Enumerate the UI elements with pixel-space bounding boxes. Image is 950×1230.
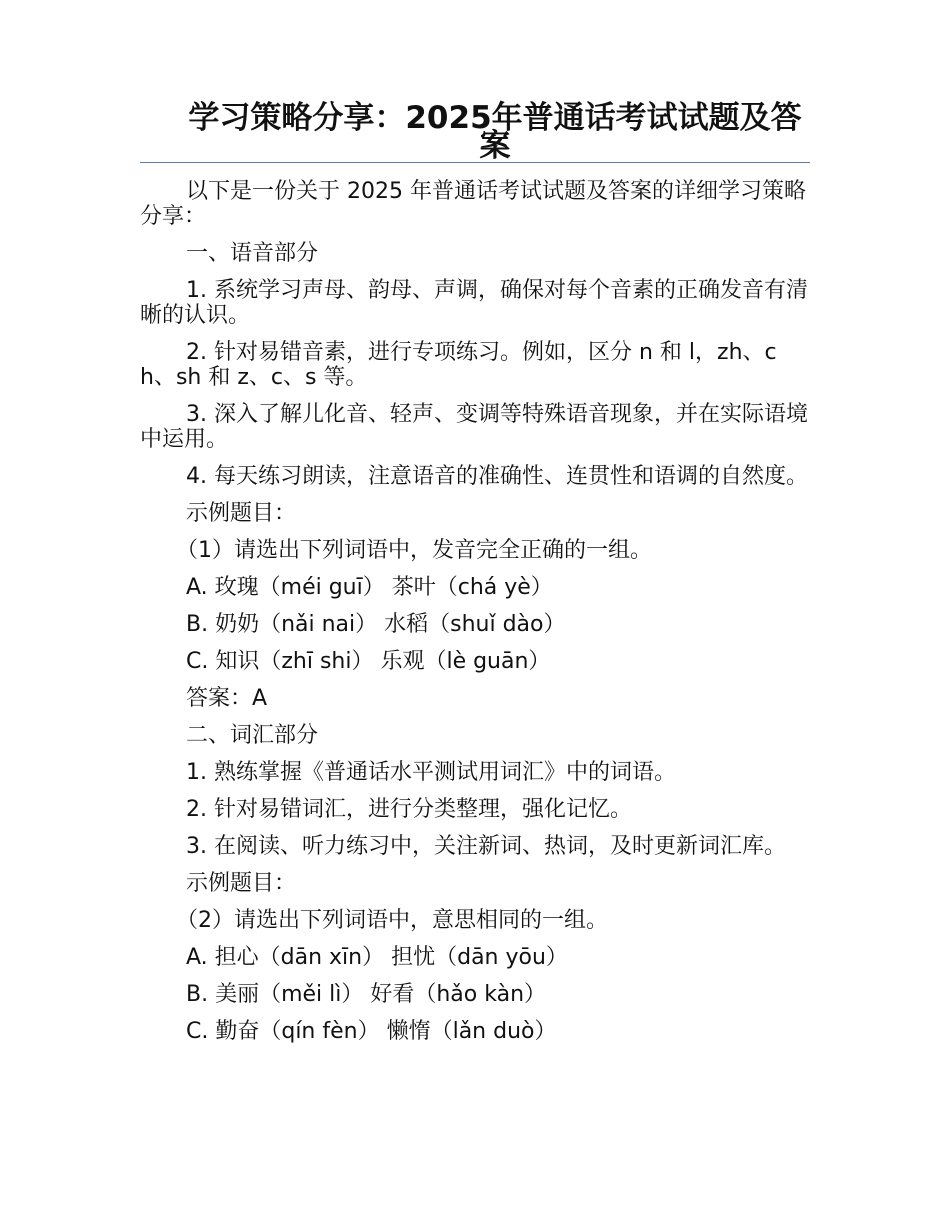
question-1-answer: 答案：A xyxy=(186,686,268,711)
title-underline xyxy=(140,162,810,163)
intro-paragraph: 以下是一份关于 2025 年普通话考试试题及答案的详细学习策略分享： xyxy=(140,179,806,229)
phonetics-point-3: 3. 深入了解儿化音、轻声、变调等特殊语音现象，并在实际语境中运用。 xyxy=(140,402,808,452)
vocabulary-point-2: 2. 针对易错词汇，进行分类整理，强化记忆。 xyxy=(186,797,632,822)
document-page xyxy=(140,0,810,1056)
question-1-option-a: A. 玫瑰（méi guī） 茶叶（chá yè） xyxy=(186,575,553,600)
phonetics-point-4: 4. 每天练习朗读，注意语音的准确性、连贯性和语调的自然度。 xyxy=(186,464,808,489)
example-heading-2: 示例题目： xyxy=(186,871,297,896)
question-2-option-c: C. 勤奋（qín fèn） 懒惰（lǎn duò） xyxy=(186,1019,557,1044)
question-1-option-b: B. 奶奶（nǎi nai） 水稻（shuǐ dào） xyxy=(186,612,566,637)
section-heading-phonetics: 一、语音部分 xyxy=(186,241,319,266)
vocabulary-point-1: 1. 熟练掌握《普通话水平测试用词汇》中的词语。 xyxy=(186,760,676,785)
section-heading-vocabulary: 二、词汇部分 xyxy=(186,723,319,748)
question-2: （2）请选出下列词语中，意思相同的一组。 xyxy=(176,908,608,933)
question-2-option-b: B. 美丽（měi lì） 好看（hǎo kàn） xyxy=(186,982,547,1007)
question-2-option-a: A. 担心（dān xīn） 担忧（dān yōu） xyxy=(186,945,568,970)
document-title: 学习策略分享：2025年普通话考试试题及答案 xyxy=(188,100,802,164)
vocabulary-point-3: 3. 在阅读、听力练习中，关注新词、热词，及时更新词汇库。 xyxy=(186,834,786,859)
document-body xyxy=(140,179,810,1044)
question-1-option-c: C. 知识（zhī shi） 乐观（lè guān） xyxy=(186,649,551,674)
question-1: （1）请选出下列词语中，发音完全正确的一组。 xyxy=(176,538,652,563)
phonetics-point-1: 1. 系统学习声母、韵母、声调，确保对每个音素的正确发音有清晰的认识。 xyxy=(140,278,808,328)
phonetics-point-2: 2. 针对易错音素，进行专项练习。例如，区分 n 和 l，zh、ch、sh 和 z、c、s 等。 xyxy=(140,340,777,390)
example-heading-1: 示例题目： xyxy=(186,501,297,526)
